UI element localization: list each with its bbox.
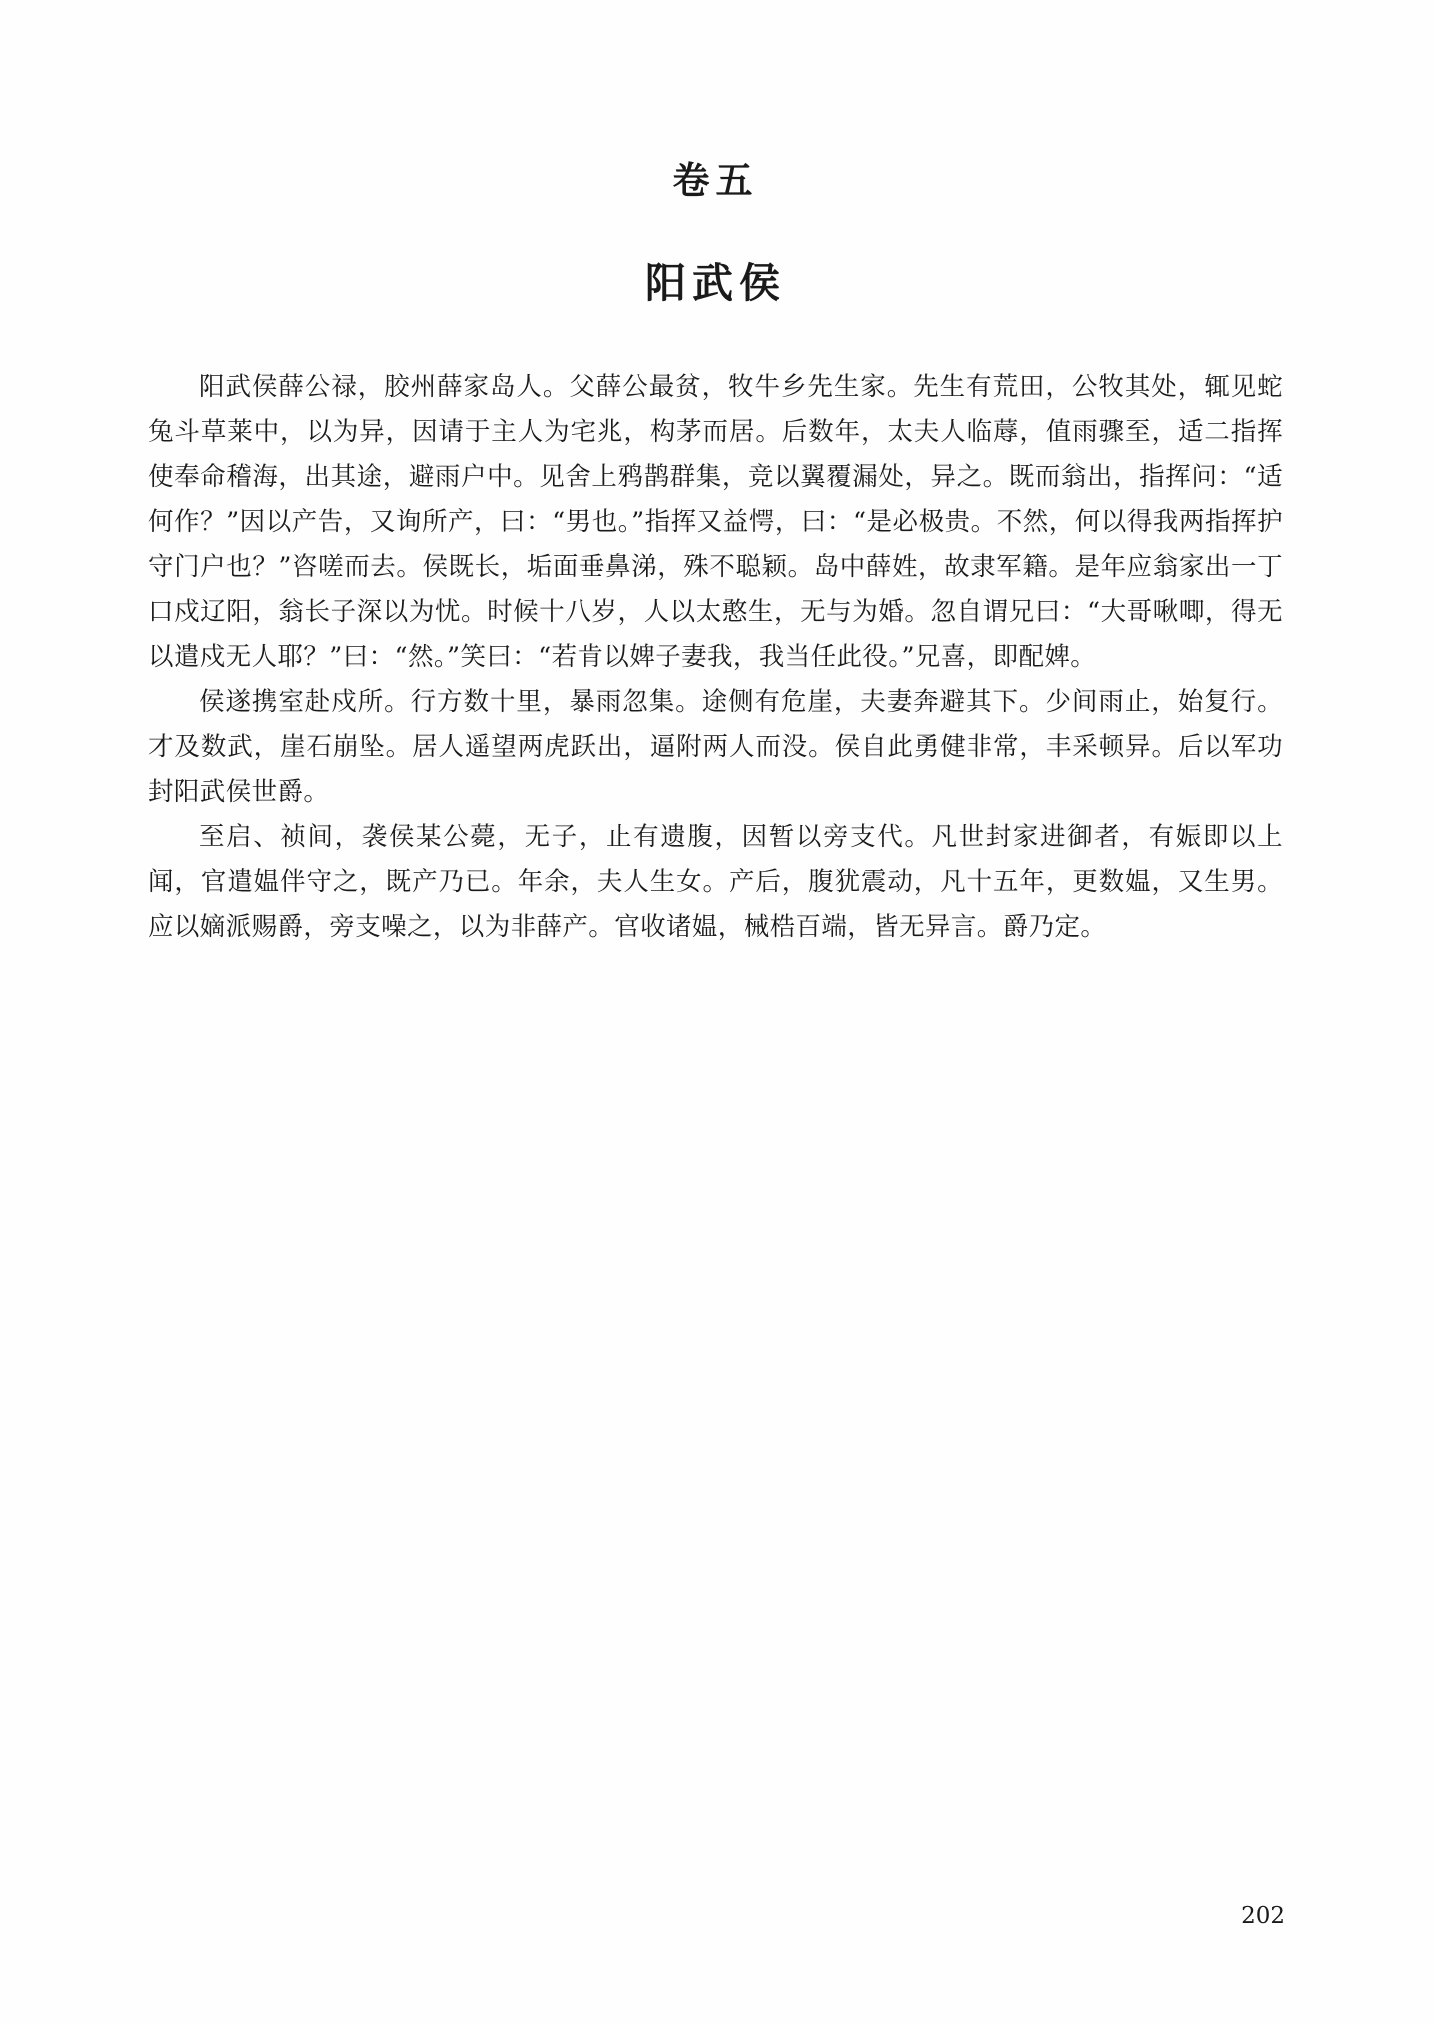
page-number: 202 — [1241, 1903, 1285, 1929]
paragraph-2: 侯遂携室赴戍所。行方数十里，暴雨忽集。途侧有危崖，夫妻奔避其下。少间雨止，始复行。才及数武，崖石崩坠。居人遥望两虎跃出，逼附两人而没。侯自此勇健非常，丰采顿异。后以军功封阳武侯世爵。 — [148, 687, 1283, 807]
body-text — [148, 365, 1283, 950]
volume-title: 卷五 — [672, 159, 759, 202]
paragraph-1: 阳武侯薛公禄，胶州薛家岛人。父薛公最贫，牧牛乡先生家。先生有荒田，公牧其处，辄见蛇兔斗草莱中，以为异，因请于主人为宅兆，构茅而居。后数年，太夫人临蓐，值雨骤至，适二指挥使奉命稽海，出其途，避雨户中。见舍上鸦鹊群集，竞以翼覆漏处，异之。既而翁出，指挥问：“适何作？”因以产告，又询所产，曰：“男也。”指挥又益愕，曰：“是必极贵。不然，何以得我两指挥护守门户也？”咨嗟而去。侯既长，垢面垂鼻涕，殊不聪颖。岛中薛姓，故隶军籍。是年应翁家出一丁口戍辽阳，翁长子深以为忧。时候十八岁，人以太憨生，无与为婚。忽自谓兄曰：“大哥啾唧，得无以遣戍无人耶？”曰：“然。”笑曰：“若肯以婢子妻我，我当任此役。”兄喜，即配婢。 — [148, 372, 1283, 672]
page-content — [148, 150, 1283, 950]
chapter-title: 阳武侯 — [645, 259, 786, 307]
paragraph-3: 至启、祯间，袭侯某公薨，无子，止有遗腹，因暂以旁支代。凡世封家进御者，有娠即以上闻，官遣媪伴守之，既产乃已。年余，夫人生女。产后，腹犹震动，凡十五年，更数媪，又生男。应以嫡派赐爵，旁支噪之，以为非薛产。官收诸媪，械梏百端，皆无异言。爵乃定。 — [148, 822, 1283, 942]
